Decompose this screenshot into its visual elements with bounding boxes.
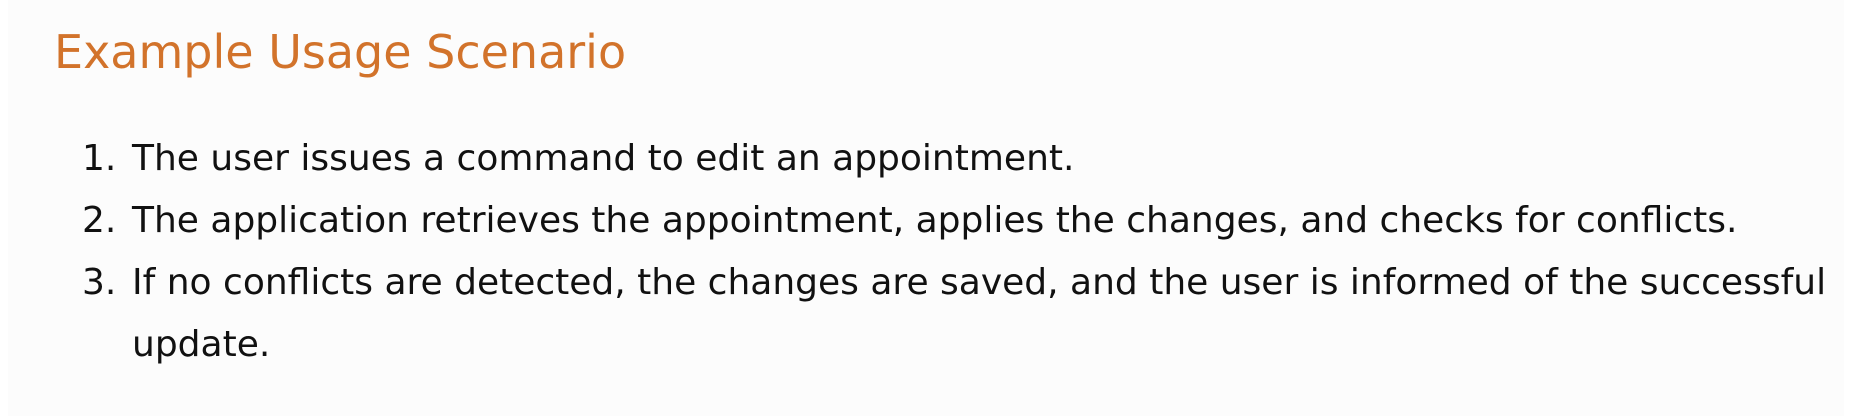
step-text: The application retrieves the appointment, applies the changes, and checks for conflicts.	[132, 200, 1738, 241]
step-text: The user issues a command to edit an appointment.	[132, 138, 1075, 179]
step-number: 3.	[82, 262, 117, 303]
steps-list	[82, 128, 1842, 376]
section-title: Example Usage Scenario	[54, 25, 627, 79]
step-number: 1.	[82, 138, 117, 179]
step-number: 2.	[82, 200, 117, 241]
step-text: If no conflicts are detected, the changes are saved, and the user is informed of the successful update.	[132, 262, 1827, 365]
step-2	[82, 190, 1842, 252]
content-panel	[8, 0, 1844, 416]
step-3	[82, 252, 1842, 376]
step-1	[82, 128, 1842, 190]
